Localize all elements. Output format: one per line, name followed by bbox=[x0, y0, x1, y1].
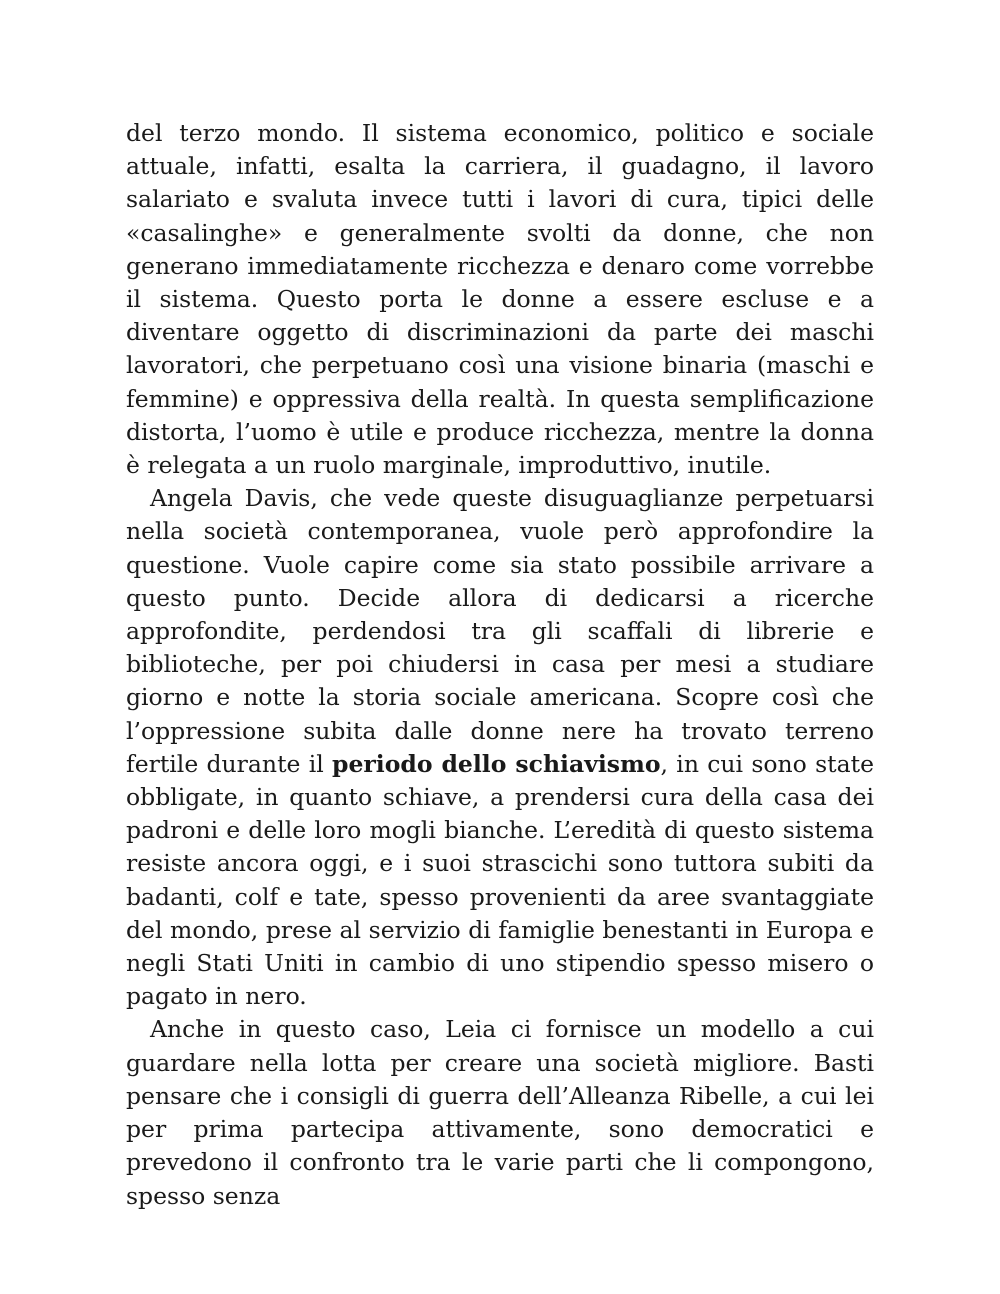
paragraph-2-text-b: , in cui sono state obbligate, in quanto schiave, a prendersi cura della casa dei padroni e delle loro mogli bianche. L’eredità di questo sistema resiste ancora oggi, e i suoi strascichi sono tuttora subiti da badanti, colf e tate, spesso provenienti da aree svantaggiate del mondo, prese al servizio di famiglie benestanti in Europa e negli Stati Uniti in cambio di uno stipendio spesso misero o pagato in nero. bbox=[126, 749, 874, 1011]
paragraph-2 bbox=[126, 482, 874, 1013]
paragraph-3 bbox=[126, 1013, 874, 1212]
paragraph-1 bbox=[126, 117, 874, 482]
page-body bbox=[126, 117, 874, 1213]
paragraph-2-text-a: Angela Davis, che vede queste disuguaglianze perpetuarsi nella società contemporanea, vuole però approfondire la questione. Vuole capire come sia stato possibile arrivare a questo punto. Decide allora di dedicarsi a ricerche approfondite, perdendosi tra gli scaffali di librerie e biblioteche, per poi chiudersi in casa per mesi a studiare giorno e notte la storia sociale americana. Scopre così che l’oppressione subita dalle donne nere ha trovato terreno fertile durante il bbox=[126, 484, 874, 778]
paragraph-3-text: Anche in questo caso, Leia ci fornisce un modello a cui guardare nella lotta per creare una società migliore. Basti pensare che i consigli di guerra dell’Alleanza Ribelle, a cui lei per prima partecipa attivamente, sono democratici e prevedono il confronto tra le varie parti che li compongono, spesso senza bbox=[126, 1015, 874, 1210]
paragraph-1-text: del terzo mondo. Il sistema economico, politico e sociale attuale, infatti, esalta la carriera, il guadagno, il lavoro salariato e svaluta invece tutti i lavori di cura, tipici delle «casalinghe» e generalmente svolti da donne, che non generano immediatamente ricchezza e denaro come vorrebbe il sistema. Questo porta le donne a essere escluse e a diventare oggetto di discriminazioni da parte dei maschi lavoratori, che perpetuano così una visione binaria (maschi e femmine) e oppressiva della realtà. In questa semplificazione distorta, l’uomo è utile e produce ricchezza, mentre la donna è relegata a un ruolo marginale, improduttivo, inutile. bbox=[126, 119, 874, 480]
bold-term-periodo-schiavismo: periodo dello schiavismo bbox=[332, 749, 661, 778]
